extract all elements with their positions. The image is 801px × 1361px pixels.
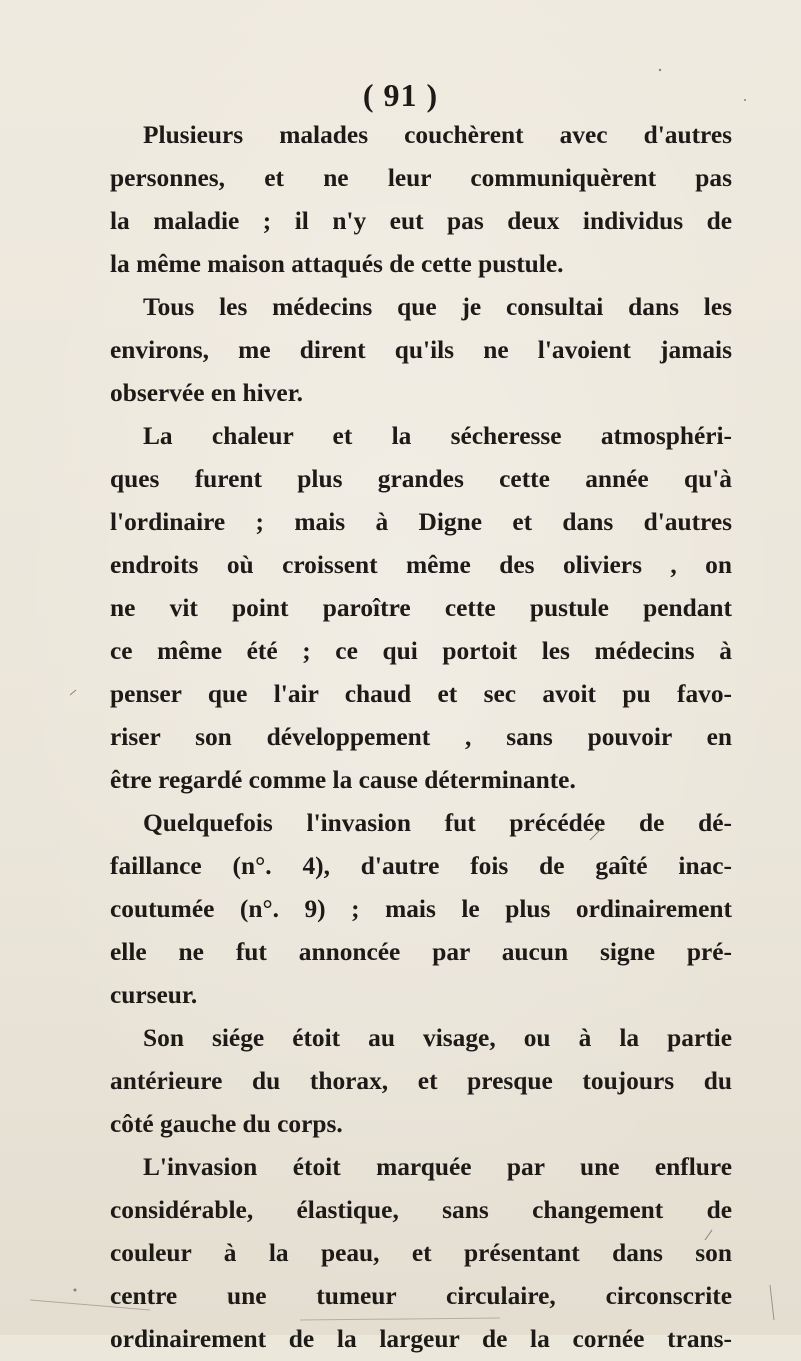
text-line: être regardé comme la cause déterminante. xyxy=(110,766,576,794)
text-line: elle ne fut annoncée par aucun signe pré- xyxy=(110,938,732,966)
text-line: faillance (n°. 4), d'autre fois de gaîté inac- xyxy=(110,852,732,880)
text-line: riser son développement , sans pouvoir en xyxy=(110,723,732,751)
text-line: La chaleur et la sécheresse atmosphéri- xyxy=(143,422,732,450)
text-line: antérieure du thorax, et presque toujours du xyxy=(110,1067,732,1095)
text-line: curseur. xyxy=(110,981,198,1009)
text-line: L'invasion étoit marquée par une enflure xyxy=(143,1153,732,1181)
text-line: environs, me dirent qu'ils ne l'avoient jamais xyxy=(110,336,732,364)
text-line: l'ordinaire ; mais à Digne et dans d'autres xyxy=(110,508,732,536)
text-line: personnes, et ne leur communiquèrent pas xyxy=(110,164,732,192)
text-line: endroits où croissent même des oliviers , on xyxy=(110,551,732,579)
text-line: observée en hiver. xyxy=(110,379,303,407)
text-line: ordinairement de la largeur de la cornée trans- xyxy=(110,1325,732,1353)
text-line: ce même été ; ce qui portoit les médecins à xyxy=(110,637,732,665)
text-line: Tous les médecins que je consultai dans les xyxy=(143,293,732,321)
text-line: considérable, élastique, sans changement de xyxy=(110,1196,732,1224)
text-line: ques furent plus grandes cette année qu'à xyxy=(110,465,732,493)
text-line: ne vit point paroître cette pustule pendant xyxy=(110,594,732,622)
text-line: coutumée (n°. 9) ; mais le plus ordinairement xyxy=(110,895,732,923)
text-line: penser que l'air chaud et sec avoit pu favo- xyxy=(110,680,732,708)
text-line: couleur à la peau, et présentant dans son xyxy=(110,1239,732,1267)
text-line: côté gauche du corps. xyxy=(110,1110,343,1138)
text-line: centre une tumeur circulaire, circonscrite xyxy=(110,1282,732,1310)
text-line: Quelquefois l'invasion fut précédée de dé- xyxy=(143,809,732,837)
page-number: ( 91 ) xyxy=(362,77,439,113)
text-line: Son siége étoit au visage, ou à la partie xyxy=(143,1024,732,1052)
text-line: la maladie ; il n'y eut pas deux individus de xyxy=(110,207,732,235)
text-line: Plusieurs malades couchèrent avec d'autres xyxy=(143,121,732,149)
text-line: la même maison attaqués de cette pustule. xyxy=(110,250,564,278)
